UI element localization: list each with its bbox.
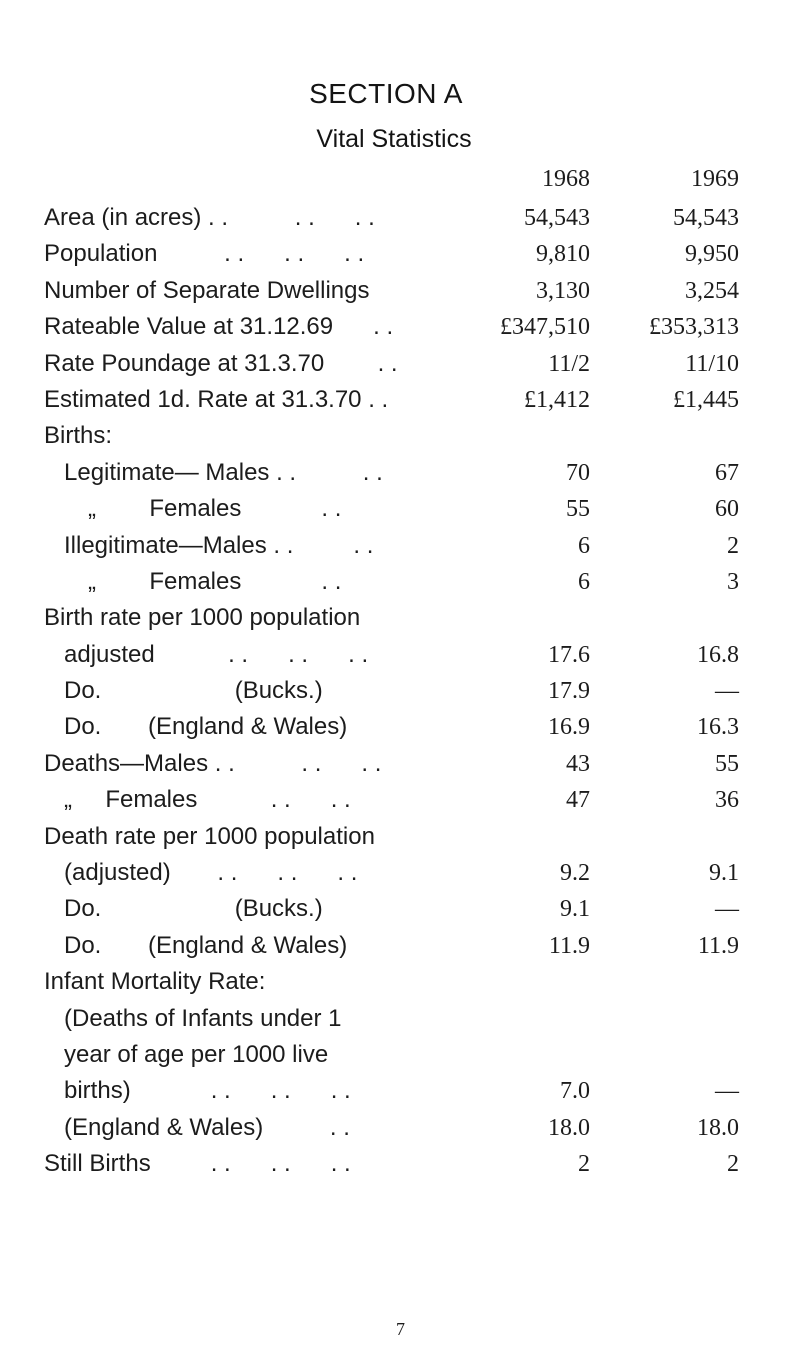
row-label: adjusted . . . . . . [64, 640, 369, 668]
value-1968: 55 [566, 496, 590, 523]
value-1969: 54,543 [673, 205, 739, 231]
value-1968: 54,543 [524, 205, 590, 231]
table-row [0, 819, 800, 855]
row-label: Number of Separate Dwellings [44, 276, 370, 304]
value-1969: 16.3 [697, 714, 739, 741]
table-row [0, 782, 800, 818]
value-1969: 3 [727, 568, 739, 595]
value-1968: 6 [578, 532, 590, 559]
column-header-1969: 1969 [691, 166, 739, 192]
value-1968: 18.0 [548, 1114, 590, 1141]
row-label: Infant Mortality Rate: [44, 968, 266, 996]
table-row [0, 382, 800, 418]
row-label: Deaths—Males . . . . . . [44, 749, 382, 777]
value-1968: 11/2 [548, 350, 590, 377]
table-row [0, 528, 800, 564]
table-row [0, 673, 800, 709]
table-row [0, 1146, 800, 1182]
row-label: Rateable Value at 31.12.69 . . [44, 313, 394, 341]
value-1968: 9.1 [560, 896, 590, 923]
value-1969: 9,950 [685, 241, 739, 268]
value-1969: £353,313 [649, 314, 739, 341]
row-label: Do. (England & Wales) [64, 931, 348, 959]
value-1969: 16.8 [697, 641, 739, 668]
value-1969: 11/10 [685, 350, 739, 377]
value-1969: 2 [727, 1151, 739, 1178]
row-label: (Deaths of Infants under 1 [64, 1004, 342, 1032]
row-label: year of age per 1000 live [64, 1040, 329, 1068]
value-1968: 6 [578, 568, 590, 595]
value-1968: 2 [578, 1151, 590, 1178]
row-label: Births: [44, 422, 113, 450]
value-1968: 47 [566, 787, 590, 814]
value-1969: 18.0 [697, 1114, 739, 1141]
row-label: „ Females . . [88, 495, 342, 523]
value-1969: 55 [715, 750, 739, 777]
statistics-table [0, 200, 800, 1183]
row-label: Rate Poundage at 31.3.70 . . [44, 349, 398, 377]
table-row [0, 491, 800, 527]
value-1968: £347,510 [500, 314, 590, 341]
row-label: Area (in acres) . . . . . . [44, 204, 375, 231]
table-row [0, 418, 800, 454]
table-row [0, 346, 800, 382]
table-row [0, 1037, 800, 1073]
value-1968: £1,412 [524, 386, 590, 413]
value-1969: 11.9 [697, 932, 739, 959]
row-label: Do. (Bucks.) [64, 677, 323, 705]
value-1968: 16.9 [548, 714, 590, 741]
row-label: Illegitimate—Males . . . . [64, 531, 374, 559]
value-1968: 70 [566, 459, 590, 486]
table-row [0, 236, 800, 272]
table-row [0, 637, 800, 673]
value-1969: — [715, 1078, 739, 1105]
table-row [0, 564, 800, 600]
value-1969: 36 [715, 787, 739, 814]
table-row [0, 309, 800, 345]
row-label: Birth rate per 1000 population [44, 604, 361, 632]
value-1968: 9,810 [536, 241, 590, 268]
table-row [0, 600, 800, 636]
value-1969: 9.1 [709, 860, 739, 887]
value-1968: 11.9 [548, 932, 590, 959]
value-1968: 7.0 [560, 1078, 590, 1105]
table-row [0, 928, 800, 964]
table-row [0, 709, 800, 745]
table-row [0, 964, 800, 1000]
row-label: births) . . . . . . [64, 1077, 351, 1105]
column-header-1968: 1968 [542, 166, 590, 192]
value-1968: 3,130 [536, 277, 590, 304]
value-1969: £1,445 [673, 386, 739, 413]
table-row [0, 1073, 800, 1109]
value-1969: 2 [727, 532, 739, 559]
row-label: Legitimate— Males . . . . [64, 458, 383, 486]
table-row [0, 273, 800, 309]
row-label: (adjusted) . . . . . . [64, 859, 358, 887]
table-row [0, 855, 800, 891]
table-row [0, 1001, 800, 1037]
table-row [0, 1110, 800, 1146]
row-label: Death rate per 1000 population [44, 822, 375, 850]
row-label: Still Births . . . . . . [44, 1150, 351, 1178]
row-label: „ Females . . . . [64, 786, 351, 814]
value-1969: — [715, 678, 739, 705]
table-row [0, 200, 800, 236]
row-label: Do. (Bucks.) [64, 895, 323, 923]
value-1968: 43 [566, 750, 590, 777]
section-title: SECTION A [309, 78, 463, 109]
row-label: Do. (England & Wales) [64, 713, 348, 741]
page-number: 7 [396, 1319, 405, 1339]
table-row [0, 746, 800, 782]
value-1969: 3,254 [685, 277, 739, 304]
section-subtitle: Vital Statistics [316, 125, 472, 153]
value-1968: 17.6 [548, 641, 590, 668]
value-1969: — [715, 896, 739, 923]
row-label: Estimated 1d. Rate at 31.3.70 . . [44, 385, 389, 413]
row-label: „ Females . . [88, 567, 342, 595]
row-label: (England & Wales) . . [64, 1113, 350, 1141]
table-row [0, 455, 800, 491]
row-label: Population . . . . . . [44, 240, 365, 268]
value-1969: 60 [715, 496, 739, 523]
value-1968: 9.2 [560, 860, 590, 887]
table-row [0, 891, 800, 927]
value-1969: 67 [715, 459, 739, 486]
value-1968: 17.9 [548, 678, 590, 705]
